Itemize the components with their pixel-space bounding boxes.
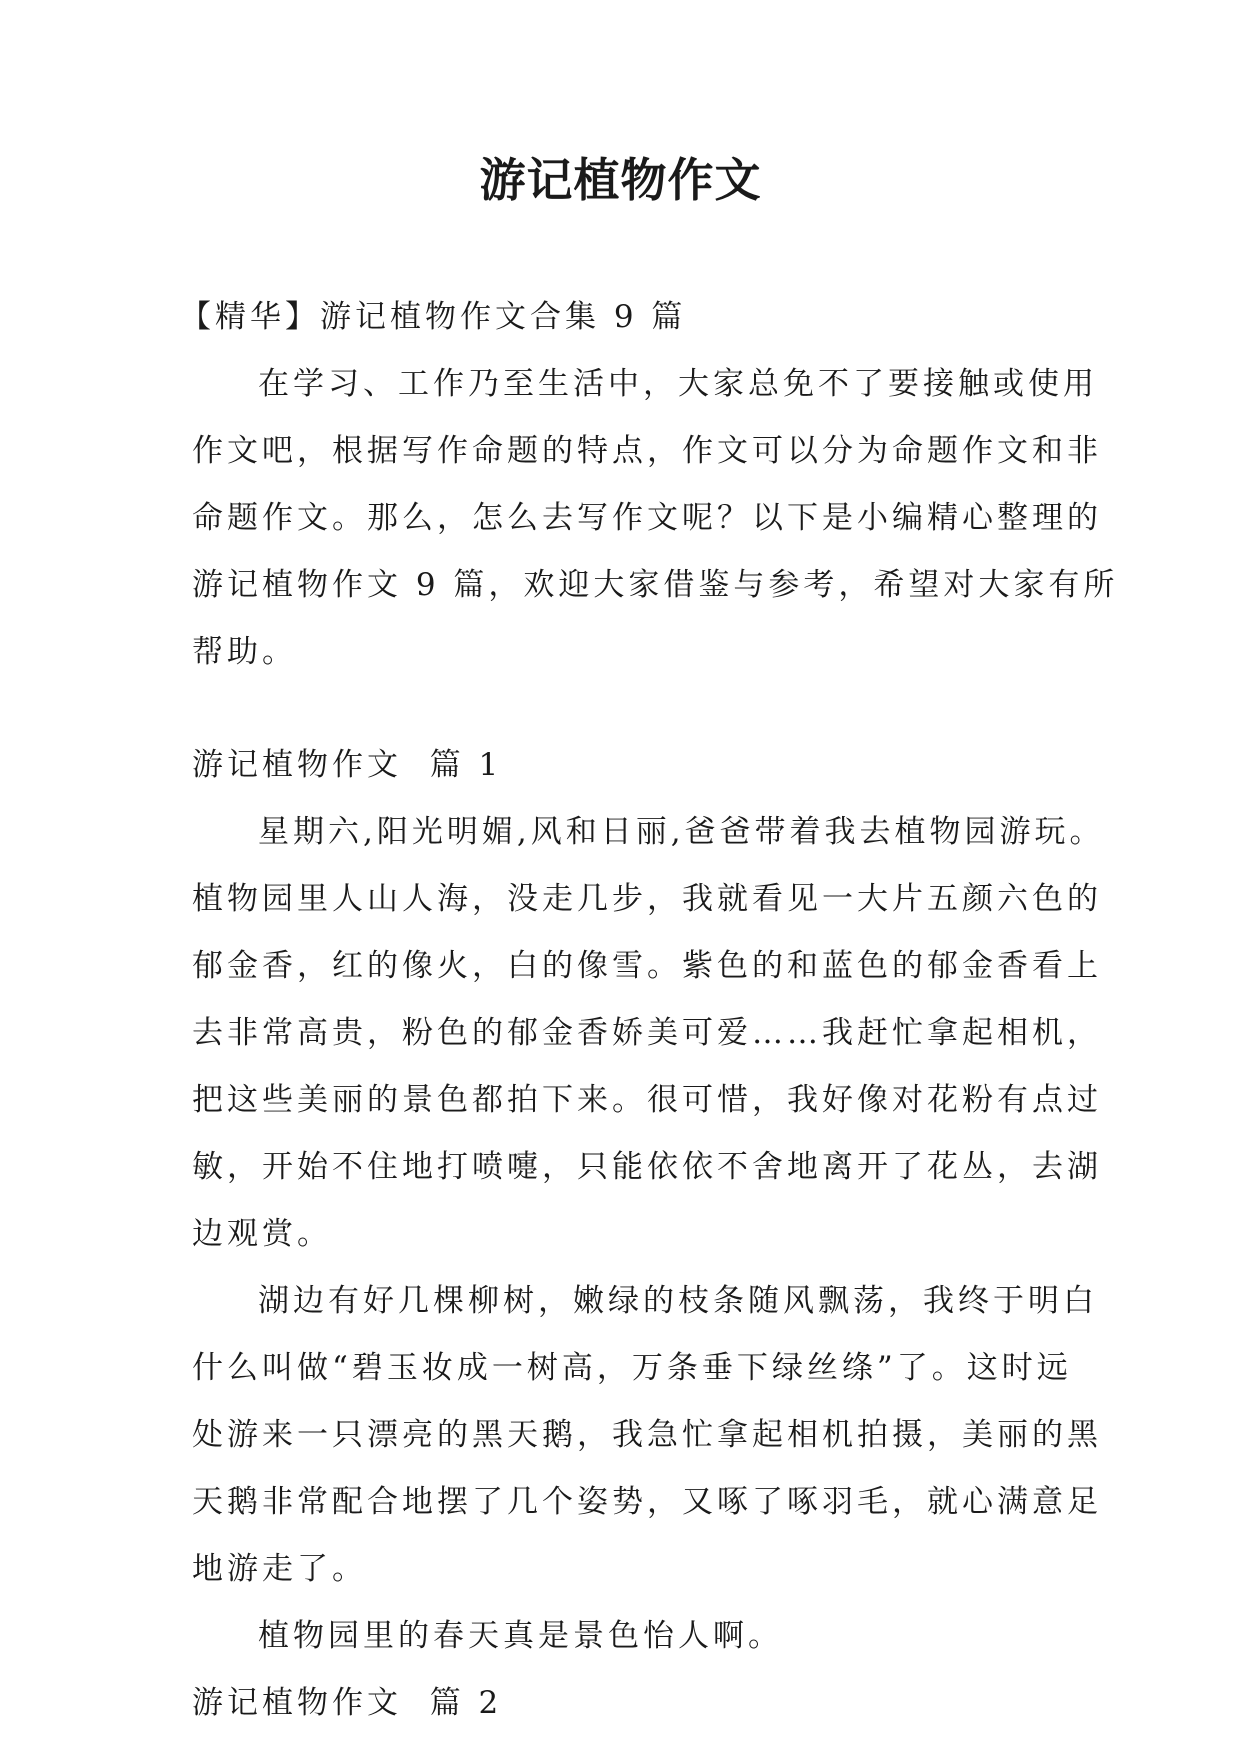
p1-line-3: 郁金香，红的像火，白的像雪。紫色的和蓝色的郁金香看上 — [192, 948, 1102, 984]
p2-line-2: 什么叫做“碧玉妆成一树高，万条垂下绿丝绦”了。这时远 — [192, 1350, 1072, 1386]
p1-line-2: 植物园里人山人海，没走几步，我就看见一大片五颜六色的 — [192, 881, 1102, 917]
p2-line-4: 天鹅非常配合地摆了几个姿势，又啄了啄羽毛，就心满意足 — [192, 1484, 1102, 1520]
document-title: 游记植物作文 — [479, 153, 762, 207]
p1-line-7: 边观赏。 — [192, 1216, 332, 1252]
p2-line-1: 湖边有好几棵柳树，嫩绿的枝条随风飘荡，我终于明白 — [258, 1283, 1098, 1319]
p1-line-1: 星期六,阳光明媚,风和日丽,爸爸带着我去植物园游玩。 — [258, 814, 1105, 850]
document-body — [180, 284, 1119, 1737]
section-spacer — [192, 686, 1062, 732]
intro-line-1: 在学习、工作乃至生活中，大家总免不了要接触或使用 — [258, 366, 1098, 402]
intro-line-2: 作文吧，根据写作命题的特点，作文可以分为命题作文和非 — [192, 433, 1102, 469]
lead-line: 【精华】游记植物作文合集 9 篇 — [180, 299, 687, 335]
intro-line-4: 游记植物作文 9 篇，欢迎大家借鉴与参考，希望对大家有所 — [192, 567, 1119, 603]
p1-line-5: 把这些美丽的景色都拍下来。很可惜，我好像对花粉有点过 — [192, 1082, 1102, 1118]
intro-line-5: 帮助。 — [192, 634, 297, 670]
section-heading-1: 游记植物作文 篇 1 — [192, 747, 503, 783]
p1-line-6: 敏，开始不住地打喷嚏，只能依依不舍地离开了花丛，去湖 — [192, 1149, 1102, 1185]
p3-line: 植物园里的春天真是景色怡人啊。 — [258, 1618, 783, 1654]
p2-line-3: 处游来一只漂亮的黑天鹅，我急忙拿起相机拍摄，美丽的黑 — [192, 1417, 1102, 1453]
p2-line-5: 地游走了。 — [192, 1551, 367, 1587]
section-heading-2: 游记植物作文 篇 2 — [192, 1685, 503, 1721]
p1-line-4: 去非常高贵，粉色的郁金香娇美可爱……我赶忙拿起相机， — [192, 1015, 1102, 1051]
intro-line-3: 命题作文。那么，怎么去写作文呢？以下是小编精心整理的 — [192, 500, 1102, 536]
